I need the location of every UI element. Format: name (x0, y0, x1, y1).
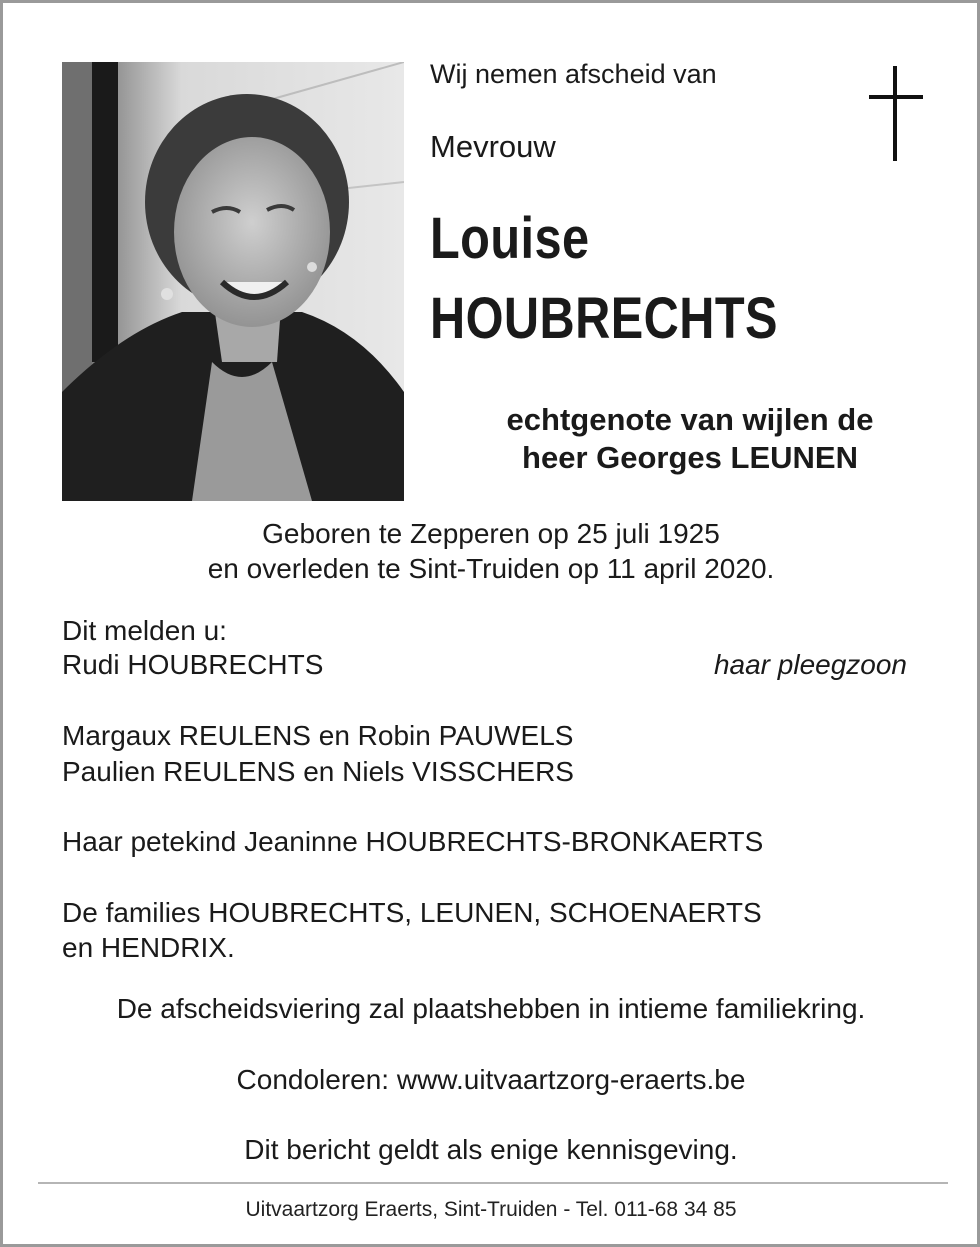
born-line-2: en overleden te Sint-Truiden op 11 april 2020. (207, 553, 775, 584)
cross-icon (869, 66, 923, 161)
portrait-photo (62, 62, 404, 501)
godchild-line: Haar petekind Jeaninne HOUBRECHTS-BRONKAERTS (62, 826, 764, 857)
condolences-text: Condoleren: www.uitvaartzorg-eraerts.be (236, 1064, 746, 1095)
footer-divider (38, 1182, 948, 1184)
foster-son-relation: haar pleegzoon (713, 649, 907, 680)
deceased-first-name: Louise (430, 206, 590, 271)
foster-son-name: Rudi HOUBRECHTS (62, 649, 324, 680)
sole-notice-text: Dit bericht geldt als enige kennisgeving. (244, 1134, 738, 1165)
spouse-line-2: heer Georges LEUNEN (522, 440, 858, 475)
intro-text: Wij nemen afscheid van (430, 59, 717, 89)
family-line-1: Margaux REULENS en Robin PAUWELS (62, 720, 574, 751)
spouse-line-1: echtgenote van wijlen de (506, 402, 874, 437)
ceremony-text: De afscheidsviering zal plaatshebben in intieme familiekring. (116, 993, 866, 1024)
born-line-1: Geboren te Zepperen op 25 juli 1925 (262, 518, 720, 549)
announced-by: Dit melden u: (62, 615, 227, 646)
family-line-2: Paulien REULENS en Niels VISSCHERS (62, 756, 574, 787)
spouse-info (430, 401, 950, 477)
birth-death-info (3, 516, 979, 586)
families-line-1: De families HOUBRECHTS, LEUNEN, SCHOENAERTS (62, 897, 762, 928)
families-line-2: en HENDRIX. (62, 932, 235, 963)
funeral-home-footer: Uitvaartzorg Eraerts, Sint-Truiden - Tel. 011-68 34 85 (245, 1198, 737, 1221)
honorific: Mevrouw (430, 129, 556, 164)
deceased-last-name: HOUBRECHTS (430, 286, 778, 351)
